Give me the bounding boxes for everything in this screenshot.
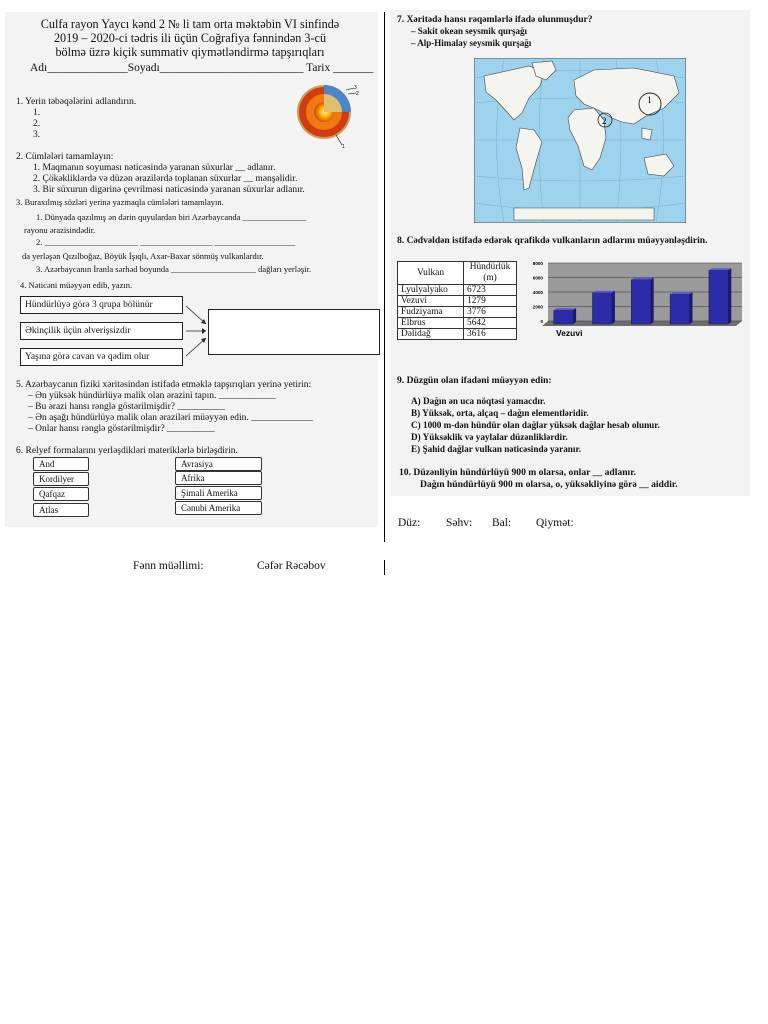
q4-box-3: Yaşına görə cavan və qədim olur bbox=[20, 348, 183, 366]
chart-bar-side bbox=[612, 291, 615, 324]
y-tick-label: 0 bbox=[540, 319, 543, 324]
q9-option-e: E) Şahid dağlar vulkan nəticəsində yaranır. bbox=[411, 444, 582, 454]
q4-box-2: Əkinçilik üçün əlverişsizdir bbox=[20, 322, 183, 340]
q6-right-1[interactable]: Avrasiya bbox=[175, 457, 262, 471]
y-tick-label: 6000 bbox=[532, 275, 543, 281]
table-cell: Elbrus bbox=[398, 318, 464, 329]
x-tick-label: Vezuvi bbox=[556, 328, 583, 338]
page-divider bbox=[384, 12, 385, 542]
q6-right-3[interactable]: Şimali Amerika bbox=[175, 486, 262, 500]
q3-line-2a: 2. ______________________ _________________ ___________________ bbox=[36, 237, 296, 247]
header-line-1: Culfa rayon Yaycı kənd 2 № li tam orta məktəbin VI sinfində bbox=[40, 17, 340, 31]
q3-line-1a: 1. Dünyada qazılmış ən dərin quyulardan biri Azərbaycanda _______________ bbox=[36, 212, 307, 222]
q9-option-d: D) Yüksəklik və yaylalar düzənliklərdir. bbox=[411, 432, 568, 442]
chart-bar-top bbox=[554, 308, 576, 310]
q7-item-1: – Sakit okean seysmik qurşağı bbox=[411, 26, 528, 36]
teacher-name: Cəfər Rəcəbov bbox=[257, 560, 326, 572]
table-cell: Fudziyama bbox=[398, 307, 464, 318]
name-line: Adı______________Soyadı_________________________ Tarix _______ bbox=[30, 62, 374, 74]
table-header-volcano: Vulkan bbox=[398, 262, 464, 285]
volcano-table bbox=[397, 261, 517, 340]
table-row bbox=[398, 318, 517, 329]
q3-line-2b: da yerləşən Qızılboğaz, Böyük İşıqlı, Axar-Baxar sönmüş vulkanlardır. bbox=[22, 251, 264, 261]
chart-bar bbox=[709, 270, 728, 324]
volcano-bar-chart bbox=[522, 259, 744, 339]
table-row bbox=[398, 296, 517, 307]
chart-bar-top bbox=[593, 291, 615, 293]
q9-option-b: B) Yüksək, orta, alçaq – dağın elementləridir. bbox=[411, 408, 589, 418]
footer-duz: Düz: bbox=[398, 517, 421, 529]
chart-bar bbox=[670, 294, 689, 324]
earth-label-2: 2 bbox=[356, 91, 359, 97]
q1-item-1: 1. bbox=[33, 108, 41, 118]
q3-line-1b: rayonu ərazisindədir. bbox=[24, 225, 96, 235]
table-row bbox=[398, 285, 517, 296]
q9-title: 9. Düzgün olan ifadəni müəyyən edin: bbox=[397, 375, 552, 386]
footer-divider bbox=[384, 560, 385, 575]
q7-title: 7. Xəritədə hansı rəqəmlərlə ifadə olunmuşdur? bbox=[397, 14, 593, 25]
q5-item-4: – Onlar hansı rənglə göstərilmişdir? __________ bbox=[28, 424, 215, 434]
table-row bbox=[398, 307, 517, 318]
q1-item-2: 2. bbox=[33, 119, 41, 129]
q5-item-2: – Bu ərazi hansı rənglə göstərilmişdir? __________ bbox=[28, 402, 225, 412]
q6-right-2[interactable]: Afrika bbox=[175, 471, 262, 485]
footer-bal: Bal: bbox=[492, 517, 512, 529]
q2-title: 2. Cümlələri tamamlayın: bbox=[16, 152, 114, 162]
q6-left-3[interactable]: Qafqaz bbox=[33, 487, 89, 501]
q4-arrows bbox=[184, 300, 210, 366]
q3-line-3: 3. Azərbaycanın İranla sərhəd boyunda ____________________ dağları yerləşir. bbox=[36, 264, 311, 274]
table-cell: Vezuvi bbox=[398, 296, 464, 307]
q8-title: 8. Cədvəldən istifadə edərək qrafikdə vulkanların adlarını müəyyənləşdirin. bbox=[397, 235, 708, 246]
q10-line-2: Dağın hündürlüyü 900 m olarsa, o, yüksəkliyinə görə __ aiddir. bbox=[420, 479, 678, 490]
map-label-1: 1 bbox=[647, 95, 652, 105]
chart-bar-top bbox=[709, 268, 731, 270]
header-line-2: 2019 – 2020-ci tədris ili üçün Coğrafiya fənnindən 3-cü bbox=[53, 31, 327, 45]
chart-bar bbox=[593, 293, 612, 324]
y-tick-label: 8000 bbox=[532, 261, 543, 266]
table-cell: 3616 bbox=[464, 329, 517, 340]
table-row bbox=[398, 329, 517, 340]
q1-item-3: 3. bbox=[33, 130, 41, 140]
y-tick-label: 4000 bbox=[532, 290, 543, 295]
table-cell: 5642 bbox=[464, 318, 517, 329]
chart-bar bbox=[554, 310, 573, 324]
map-label-2: 2 bbox=[602, 116, 607, 126]
earth-layers-image bbox=[296, 80, 362, 150]
q5-item-1: – Ən yüksək hündürlüyə malik olan ərazini tapın. ____________ bbox=[28, 391, 276, 401]
q10-line-1: 10. Düzənliyin hündürlüyü 900 m olarsa, onlar __ adlanır. bbox=[399, 467, 636, 478]
chart-bar-top bbox=[670, 292, 692, 294]
q2-item-1: 1. Maqmanın soyuması nəticəsində yaranan süxurlar __ adlanır. bbox=[33, 163, 276, 173]
q5-title: 5. Azərbaycanın fiziki xəritəsindən istifadə etməklə tapşırıqları yerinə yetirin: bbox=[16, 380, 312, 390]
q6-left-2[interactable]: Kordilyer bbox=[33, 472, 89, 486]
table-cell: Lyulyalyako bbox=[398, 285, 464, 296]
chart-bar-side bbox=[690, 292, 693, 324]
footer-sehv: Səhv: bbox=[446, 517, 473, 529]
q4-title: 4. Nəticəni müəyyən edib, yazın. bbox=[20, 280, 133, 290]
teacher-label: Fənn müəllimi: bbox=[133, 560, 204, 572]
chart-bar-side bbox=[573, 308, 576, 324]
earth-label-3: 3 bbox=[354, 85, 357, 91]
q7-item-2: – Alp-Himalay seysmik qurşağı bbox=[411, 38, 532, 48]
world-map bbox=[474, 58, 686, 223]
chart-bar-top bbox=[631, 278, 653, 280]
table-header-height: Hündürlük (m) bbox=[464, 262, 517, 285]
q3-title: 3. Buraxılmış sözləri yerinə yazmaqla cümlələri tamamlayın. bbox=[16, 197, 224, 207]
table-cell: 3776 bbox=[464, 307, 517, 318]
q5-item-3: – Ən aşağı hündürlüyə malik olan əraziləri müəyyən edin. _____________ bbox=[28, 413, 313, 423]
table-cell: 6723 bbox=[464, 285, 517, 296]
q6-right-4[interactable]: Cənubi Amerika bbox=[175, 501, 262, 515]
header-line-3: bölmə üzrə kiçik summativ qiymətləndirmə tapşırıqları bbox=[55, 45, 325, 59]
q4-answer-box[interactable] bbox=[208, 309, 380, 355]
q1-title: 1. Yerin təbəqələrini adlandırın. bbox=[16, 97, 137, 107]
q2-item-2: 2. Çökəkliklərdə və düzən ərazilərdə toplanan süxurlar __ mənşəlidir. bbox=[33, 174, 298, 184]
table-cell: Dəlidağ bbox=[398, 329, 464, 340]
footer-qiymet: Qiymət: bbox=[536, 517, 574, 529]
q9-option-c: C) 1000 m-dən hündür olan dağlar yüksək dağlar hesab olunur. bbox=[411, 420, 660, 430]
earth-label-1: 1 bbox=[342, 144, 345, 150]
chart-bar-side bbox=[728, 268, 731, 324]
chart-bar-side bbox=[651, 278, 654, 324]
q6-title: 6. Relyef formalarını yerləşdikləri materiklərlə birləşdirin. bbox=[16, 446, 238, 456]
table-cell: 1279 bbox=[464, 296, 517, 307]
q2-item-3: 3. Bir süxurun digərinə çevrilməsi nəticəsində yaranan süxurlar adlanır. bbox=[33, 185, 305, 195]
q6-left-1[interactable]: And bbox=[33, 457, 89, 471]
q9-option-a: A) Dağın ən uca nöqtəsi yamacdır. bbox=[411, 396, 546, 406]
chart-bar bbox=[631, 280, 650, 324]
q6-left-4[interactable]: Atlas bbox=[33, 503, 89, 517]
y-tick-label: 2000 bbox=[532, 304, 543, 310]
q4-box-1: Hündürlüyə görə 3 qrupa bölünür bbox=[20, 296, 183, 314]
